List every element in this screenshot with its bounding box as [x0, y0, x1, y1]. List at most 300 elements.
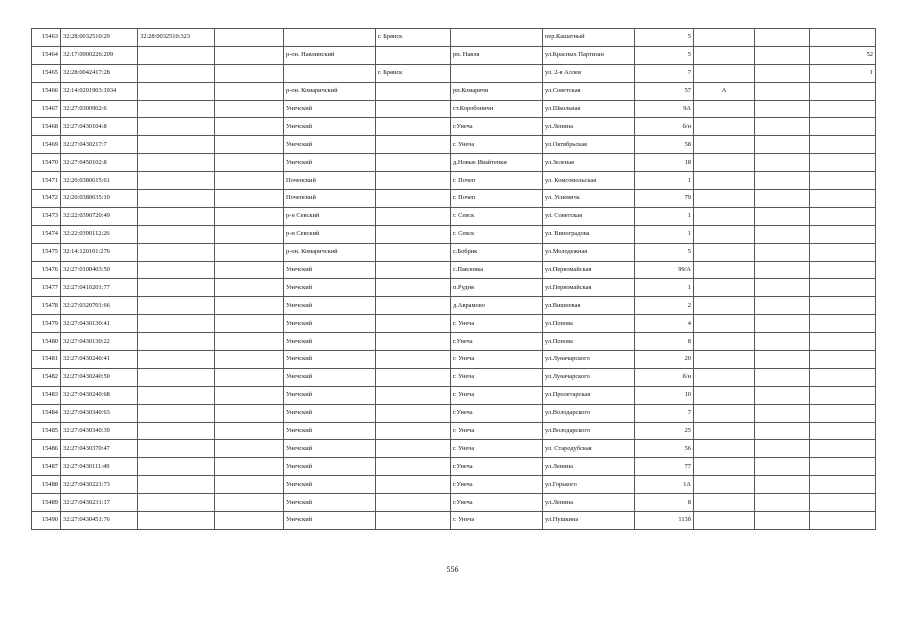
- linked-cadastral-number-cell: [138, 261, 215, 279]
- row-number-cell: 15477: [32, 279, 61, 297]
- table-row: [32, 351, 876, 369]
- table-row: [32, 279, 876, 297]
- house-number-cell: 99/А: [635, 261, 694, 279]
- house-number-cell: 18: [635, 154, 694, 172]
- row-number-cell: 15485: [32, 422, 61, 440]
- linked-cadastral-number-cell: [138, 458, 215, 476]
- row-number-cell: 15473: [32, 207, 61, 225]
- row-number-cell: 15480: [32, 333, 61, 351]
- building-letter-cell: [694, 46, 755, 64]
- district-cell: Унечский: [284, 368, 376, 386]
- street-cell: ул.Луначарского: [543, 351, 635, 369]
- district-cell: Унечский: [284, 279, 376, 297]
- linked-cadastral-number-cell: [138, 440, 215, 458]
- apartment-cell: [810, 333, 876, 351]
- building-cell: [755, 279, 810, 297]
- table-row: [32, 136, 876, 154]
- apartment-cell: [810, 458, 876, 476]
- cadastral-number-cell: 32:27:0430221:73: [61, 476, 138, 494]
- row-number-cell: 15467: [32, 100, 61, 118]
- table-row: [32, 368, 876, 386]
- linked-cadastral-number-cell: [138, 100, 215, 118]
- cadastral-number-cell: 32:27:0410201:77: [61, 279, 138, 297]
- building-letter-cell: [694, 512, 755, 530]
- settlement-cell: г.Унеча: [451, 494, 543, 512]
- cadastral-number-cell: 32:27:0430240:41: [61, 351, 138, 369]
- cadastral-number-cell: 32:22:0390720:49: [61, 207, 138, 225]
- apartment-cell: [810, 315, 876, 333]
- apartment-cell: [810, 386, 876, 404]
- cadastral-number-cell: 32:20:0380615:61: [61, 172, 138, 190]
- apartment-cell: [810, 512, 876, 530]
- apartment-cell: [810, 440, 876, 458]
- row-number-cell: 15490: [32, 512, 61, 530]
- house-number-cell: 1: [635, 279, 694, 297]
- table-row: [32, 154, 876, 172]
- cadastral-number-cell: 32:27:0430340:39: [61, 422, 138, 440]
- settlement-cell: д.Новые Ивайтенки: [451, 154, 543, 172]
- table-row: [32, 225, 876, 243]
- linked-cadastral-number-cell: [138, 225, 215, 243]
- row-number-cell: 15482: [32, 368, 61, 386]
- settlement-cell: с.Павловка: [451, 261, 543, 279]
- settlement-cell: ст.Коробоничи: [451, 100, 543, 118]
- settlement-cell: г. Унеча: [451, 386, 543, 404]
- extra-cell: [215, 136, 284, 154]
- linked-cadastral-number-cell: [138, 333, 215, 351]
- cadastral-number-cell: 32:17:0900226:209: [61, 46, 138, 64]
- city-cell: г. Брянск: [376, 29, 451, 47]
- building-letter-cell: [694, 118, 755, 136]
- street-cell: ул.Октябрьская: [543, 136, 635, 154]
- extra-cell: [215, 494, 284, 512]
- city-cell: [376, 440, 451, 458]
- street-cell: ул. Усиевича: [543, 190, 635, 208]
- building-cell: [755, 476, 810, 494]
- table-row: [32, 476, 876, 494]
- house-number-cell: 1: [635, 172, 694, 190]
- district-cell: Унечский: [284, 386, 376, 404]
- building-letter-cell: [694, 351, 755, 369]
- table-row: [32, 190, 876, 208]
- building-letter-cell: [694, 172, 755, 190]
- apartment-cell: [810, 172, 876, 190]
- city-cell: [376, 386, 451, 404]
- apartment-cell: [810, 404, 876, 422]
- apartment-cell: [810, 82, 876, 100]
- table-row: [32, 458, 876, 476]
- cadastral-number-cell: 32:27:0430104:8: [61, 118, 138, 136]
- district-cell: Унечский: [284, 297, 376, 315]
- district-cell: Унечский: [284, 261, 376, 279]
- extra-cell: [215, 46, 284, 64]
- apartment-cell: [810, 154, 876, 172]
- apartment-cell: [810, 351, 876, 369]
- row-number-cell: 15484: [32, 404, 61, 422]
- district-cell: Унечский: [284, 136, 376, 154]
- table-row: [32, 118, 876, 136]
- cadastral-number-cell: 32:22:0390112:26: [61, 225, 138, 243]
- linked-cadastral-number-cell: [138, 118, 215, 136]
- city-cell: [376, 190, 451, 208]
- table-row: [32, 404, 876, 422]
- cadastral-number-cell: 32:27:0430240:68: [61, 386, 138, 404]
- extra-cell: [215, 100, 284, 118]
- building-letter-cell: [694, 476, 755, 494]
- street-cell: ул.Красных Партизан: [543, 46, 635, 64]
- building-cell: [755, 440, 810, 458]
- extra-cell: [215, 225, 284, 243]
- extra-cell: [215, 386, 284, 404]
- building-cell: [755, 261, 810, 279]
- apartment-cell: [810, 494, 876, 512]
- city-cell: [376, 261, 451, 279]
- settlement-cell: г. Унеча: [451, 422, 543, 440]
- street-cell: ул.Молодежная: [543, 243, 635, 261]
- settlement-cell: п.Рудня: [451, 279, 543, 297]
- building-letter-cell: [694, 243, 755, 261]
- cadastral-number-cell: 32:27:0300902:6: [61, 100, 138, 118]
- page-number: 556: [446, 565, 459, 574]
- building-cell: [755, 422, 810, 440]
- city-cell: [376, 172, 451, 190]
- street-cell: ул. Комсомольская: [543, 172, 635, 190]
- city-cell: [376, 136, 451, 154]
- settlement-cell: г. Почеп: [451, 190, 543, 208]
- extra-cell: [215, 404, 284, 422]
- linked-cadastral-number-cell: [138, 368, 215, 386]
- building-cell: [755, 297, 810, 315]
- city-cell: [376, 154, 451, 172]
- street-cell: ул. Советская: [543, 207, 635, 225]
- cadastral-number-cell: 32:27:0430451:76: [61, 512, 138, 530]
- settlement-cell: [451, 29, 543, 47]
- street-cell: ул.Первомайская: [543, 261, 635, 279]
- city-cell: [376, 279, 451, 297]
- settlement-cell: рп. Навля: [451, 46, 543, 64]
- building-cell: [755, 404, 810, 422]
- house-number-cell: 8: [635, 333, 694, 351]
- settlement-cell: г. Унеча: [451, 512, 543, 530]
- house-number-cell: 57: [635, 82, 694, 100]
- city-cell: [376, 297, 451, 315]
- extra-cell: [215, 29, 284, 47]
- city-cell: [376, 100, 451, 118]
- extra-cell: [215, 243, 284, 261]
- house-number-cell: 1: [635, 225, 694, 243]
- row-number-cell: 15483: [32, 386, 61, 404]
- extra-cell: [215, 297, 284, 315]
- extra-cell: [215, 458, 284, 476]
- street-cell: ул.Ленина: [543, 458, 635, 476]
- district-cell: р-н Севский: [284, 207, 376, 225]
- city-cell: [376, 458, 451, 476]
- cadastral-number-cell: 32:28:0032510:29: [61, 29, 138, 47]
- apartment-cell: [810, 243, 876, 261]
- apartment-cell: [810, 136, 876, 154]
- row-number-cell: 15478: [32, 297, 61, 315]
- building-letter-cell: [694, 458, 755, 476]
- street-cell: пер.Кашатный: [543, 29, 635, 47]
- house-number-cell: 5: [635, 243, 694, 261]
- apartment-cell: [810, 297, 876, 315]
- house-number-cell: 7: [635, 64, 694, 82]
- cadastral-number-cell: 32:27:0430240:50: [61, 368, 138, 386]
- building-cell: [755, 333, 810, 351]
- extra-cell: [215, 440, 284, 458]
- city-cell: [376, 225, 451, 243]
- cadastral-number-cell: 32:27:0320701:66: [61, 297, 138, 315]
- table-row: [32, 207, 876, 225]
- district-cell: р-н Севский: [284, 225, 376, 243]
- house-number-cell: 25: [635, 422, 694, 440]
- building-cell: [755, 172, 810, 190]
- district-cell: Унечский: [284, 315, 376, 333]
- registry-table-body: [32, 29, 876, 530]
- table-row: [32, 29, 876, 47]
- linked-cadastral-number-cell: [138, 207, 215, 225]
- house-number-cell: 5: [635, 46, 694, 64]
- extra-cell: [215, 190, 284, 208]
- building-letter-cell: [694, 154, 755, 172]
- city-cell: [376, 243, 451, 261]
- street-cell: ул.Ленина: [543, 118, 635, 136]
- city-cell: [376, 512, 451, 530]
- registry-table: [31, 28, 876, 530]
- apartment-cell: [810, 422, 876, 440]
- table-row: [32, 82, 876, 100]
- table-row: [32, 297, 876, 315]
- apartment-cell: [810, 476, 876, 494]
- city-cell: [376, 118, 451, 136]
- table-row: [32, 386, 876, 404]
- row-number-cell: 15466: [32, 82, 61, 100]
- city-cell: [376, 207, 451, 225]
- street-cell: ул.Луначарского: [543, 368, 635, 386]
- table-row: [32, 46, 876, 64]
- district-cell: [284, 29, 376, 47]
- street-cell: ул.Володарского: [543, 422, 635, 440]
- street-cell: ул. Стародубская: [543, 440, 635, 458]
- building-cell: [755, 154, 810, 172]
- extra-cell: [215, 315, 284, 333]
- street-cell: ул.Первомайская: [543, 279, 635, 297]
- table-row: [32, 243, 876, 261]
- building-cell: [755, 386, 810, 404]
- building-letter-cell: [694, 261, 755, 279]
- house-number-cell: 7: [635, 404, 694, 422]
- row-number-cell: 15476: [32, 261, 61, 279]
- building-letter-cell: [694, 100, 755, 118]
- extra-cell: [215, 512, 284, 530]
- linked-cadastral-number-cell: [138, 46, 215, 64]
- building-cell: [755, 315, 810, 333]
- building-letter-cell: [694, 386, 755, 404]
- apartment-cell: [810, 368, 876, 386]
- row-number-cell: 15489: [32, 494, 61, 512]
- row-number-cell: 15463: [32, 29, 61, 47]
- district-cell: р-он. Навлинский: [284, 46, 376, 64]
- street-cell: ул.Попова: [543, 333, 635, 351]
- district-cell: Унечский: [284, 458, 376, 476]
- building-cell: [755, 100, 810, 118]
- city-cell: [376, 351, 451, 369]
- linked-cadastral-number-cell: [138, 494, 215, 512]
- extra-cell: [215, 172, 284, 190]
- building-letter-cell: А: [694, 82, 755, 100]
- city-cell: [376, 315, 451, 333]
- settlement-cell: г. Унеча: [451, 368, 543, 386]
- cadastral-number-cell: 32:14:120101:276: [61, 243, 138, 261]
- building-letter-cell: [694, 190, 755, 208]
- row-number-cell: 15472: [32, 190, 61, 208]
- building-cell: [755, 82, 810, 100]
- building-cell: [755, 458, 810, 476]
- building-cell: [755, 64, 810, 82]
- city-cell: [376, 82, 451, 100]
- row-number-cell: 15465: [32, 64, 61, 82]
- street-cell: ул.Володарского: [543, 404, 635, 422]
- settlement-cell: д.Аврамово: [451, 297, 543, 315]
- extra-cell: [215, 333, 284, 351]
- cadastral-number-cell: 32:27:0430130:41: [61, 315, 138, 333]
- building-cell: [755, 118, 810, 136]
- linked-cadastral-number-cell: [138, 64, 215, 82]
- linked-cadastral-number-cell: [138, 297, 215, 315]
- linked-cadastral-number-cell: [138, 476, 215, 494]
- city-cell: [376, 422, 451, 440]
- building-cell: [755, 46, 810, 64]
- building-letter-cell: [694, 404, 755, 422]
- cadastral-number-cell: 32:27:0100403:50: [61, 261, 138, 279]
- city-cell: г. Брянск: [376, 64, 451, 82]
- extra-cell: [215, 351, 284, 369]
- settlement-cell: рп.Комаричи: [451, 82, 543, 100]
- house-number-cell: 10: [635, 386, 694, 404]
- building-letter-cell: [694, 279, 755, 297]
- linked-cadastral-number-cell: [138, 82, 215, 100]
- extra-cell: [215, 82, 284, 100]
- linked-cadastral-number-cell: [138, 172, 215, 190]
- house-number-cell: 1: [635, 207, 694, 225]
- row-number-cell: 15469: [32, 136, 61, 154]
- cadastral-number-cell: 32:14:0201903:1934: [61, 82, 138, 100]
- extra-cell: [215, 154, 284, 172]
- cadastral-number-cell: 32:27:0430340:63: [61, 404, 138, 422]
- building-cell: [755, 243, 810, 261]
- settlement-cell: г.Унеча: [451, 458, 543, 476]
- row-number-cell: 15468: [32, 118, 61, 136]
- settlement-cell: г. Унеча: [451, 351, 543, 369]
- house-number-cell: 9А: [635, 100, 694, 118]
- street-cell: ул.Советская: [543, 82, 635, 100]
- city-cell: [376, 476, 451, 494]
- apartment-cell: [810, 225, 876, 243]
- district-cell: р-он. Комаричский: [284, 82, 376, 100]
- table-row: [32, 440, 876, 458]
- district-cell: Унечский: [284, 512, 376, 530]
- settlement-cell: [451, 64, 543, 82]
- street-cell: ул.Пушкина: [543, 512, 635, 530]
- building-letter-cell: [694, 333, 755, 351]
- table-row: [32, 64, 876, 82]
- settlement-cell: г.Унеча: [451, 333, 543, 351]
- building-cell: [755, 136, 810, 154]
- district-cell: Почепский: [284, 172, 376, 190]
- extra-cell: [215, 118, 284, 136]
- house-number-cell: 4: [635, 315, 694, 333]
- row-number-cell: 15475: [32, 243, 61, 261]
- city-cell: [376, 333, 451, 351]
- district-cell: Унечский: [284, 333, 376, 351]
- cadastral-number-cell: 32:27:0430231:17: [61, 494, 138, 512]
- row-number-cell: 15488: [32, 476, 61, 494]
- table-row: [32, 512, 876, 530]
- cadastral-number-cell: 32:27:0430217:7: [61, 136, 138, 154]
- district-cell: Унечский: [284, 351, 376, 369]
- apartment-cell: [810, 190, 876, 208]
- row-number-cell: 15487: [32, 458, 61, 476]
- table-row: [32, 315, 876, 333]
- district-cell: Унечский: [284, 476, 376, 494]
- linked-cadastral-number-cell: [138, 279, 215, 297]
- street-cell: ул.Зеленая: [543, 154, 635, 172]
- house-number-cell: 58: [635, 136, 694, 154]
- settlement-cell: г.Унеча: [451, 404, 543, 422]
- extra-cell: [215, 422, 284, 440]
- city-cell: [376, 368, 451, 386]
- row-number-cell: 15471: [32, 172, 61, 190]
- building-cell: [755, 190, 810, 208]
- district-cell: Унечский: [284, 118, 376, 136]
- cadastral-number-cell: 32:28:0042417:28: [61, 64, 138, 82]
- building-letter-cell: [694, 494, 755, 512]
- house-number-cell: 20: [635, 351, 694, 369]
- settlement-cell: г. Севск: [451, 225, 543, 243]
- street-cell: ул.Ленина: [543, 494, 635, 512]
- house-number-cell: 8: [635, 494, 694, 512]
- city-cell: [376, 46, 451, 64]
- district-cell: Унечский: [284, 404, 376, 422]
- extra-cell: [215, 261, 284, 279]
- street-cell: ул.Пролетарская: [543, 386, 635, 404]
- cadastral-number-cell: 32:27:0430111:49: [61, 458, 138, 476]
- cadastral-number-cell: 32:20:0380635:10: [61, 190, 138, 208]
- building-letter-cell: [694, 297, 755, 315]
- house-number-cell: 79: [635, 190, 694, 208]
- table-row: [32, 494, 876, 512]
- linked-cadastral-number-cell: [138, 351, 215, 369]
- apartment-cell: [810, 100, 876, 118]
- street-cell: ул. Виноградова: [543, 225, 635, 243]
- linked-cadastral-number-cell: [138, 315, 215, 333]
- row-number-cell: 15486: [32, 440, 61, 458]
- table-row: [32, 333, 876, 351]
- linked-cadastral-number-cell: 32:28:0032510:323: [138, 29, 215, 47]
- settlement-cell: г. Почеп: [451, 172, 543, 190]
- building-letter-cell: [694, 225, 755, 243]
- building-cell: [755, 368, 810, 386]
- linked-cadastral-number-cell: [138, 136, 215, 154]
- building-letter-cell: [694, 64, 755, 82]
- cadastral-number-cell: 32:27:0430130:22: [61, 333, 138, 351]
- building-cell: [755, 225, 810, 243]
- row-number-cell: 15479: [32, 315, 61, 333]
- row-number-cell: 15481: [32, 351, 61, 369]
- row-number-cell: 15470: [32, 154, 61, 172]
- row-number-cell: 15474: [32, 225, 61, 243]
- district-cell: Унечский: [284, 440, 376, 458]
